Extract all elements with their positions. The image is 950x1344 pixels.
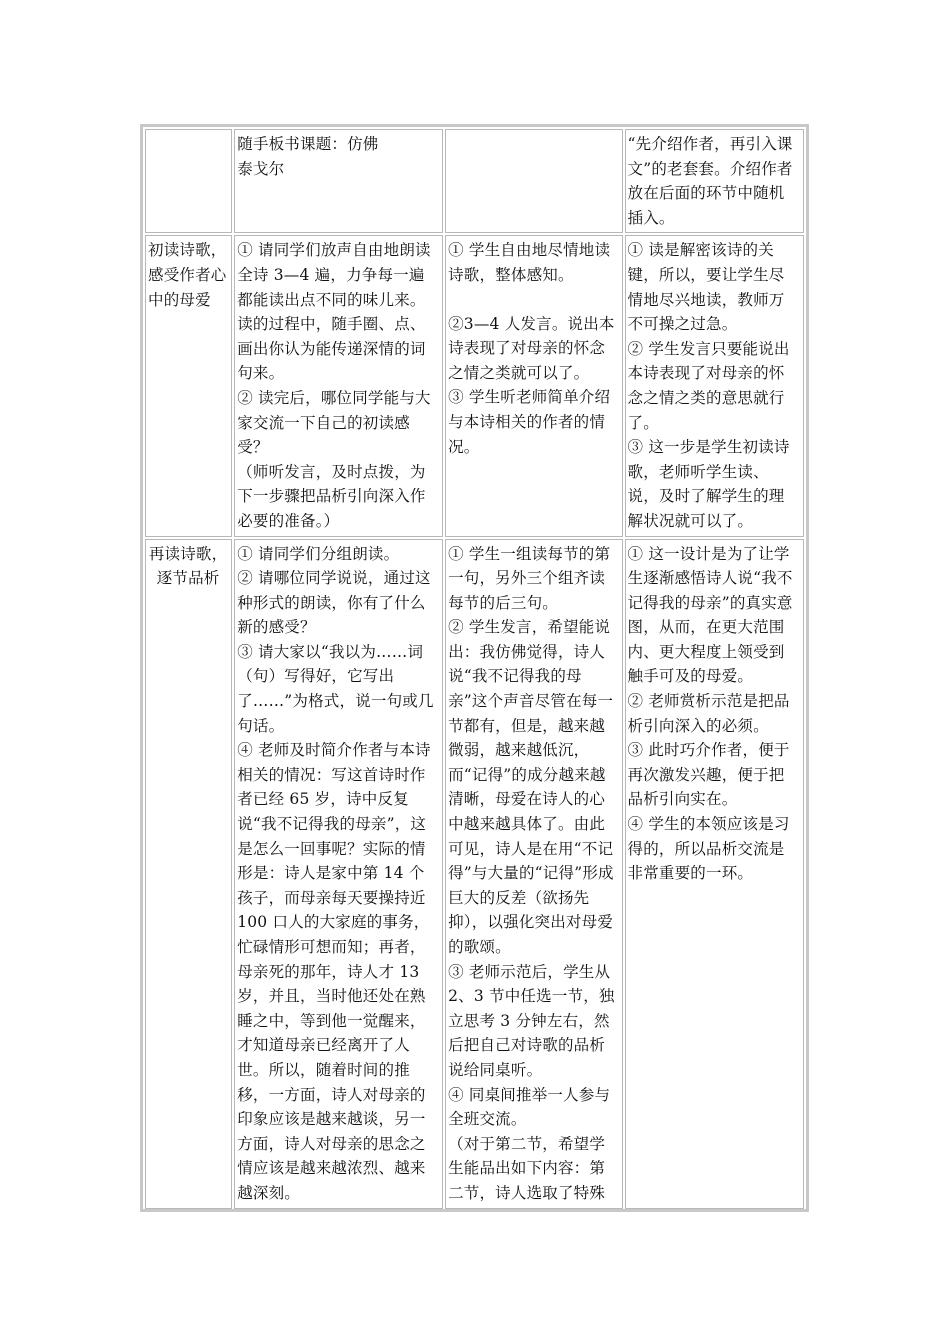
stage-label: 初读诗歌，感受作者心中的母爱 (148, 241, 227, 309)
note-cell (625, 235, 805, 536)
note-line: ② 学生发言只要能说出本诗表现了对母亲的怀念之情之类的意思就行了。 (627, 339, 790, 432)
note-line: ② 老师赏析示范是把品析引向深入的必须。 (627, 692, 790, 735)
teacher-line: 随手板书课题：仿佛 (237, 135, 379, 153)
teacher-line: （师听发言，及时点拨，为下一步骤把品析引向深入作必要的准备。） (237, 462, 426, 530)
table-row (145, 129, 804, 233)
student-line: ① 学生自由地尽情地读诗歌，整体感知。 (448, 241, 611, 284)
teacher-line: ③ 请大家以“我以为……词（句）写得好，它写出了……”为格式，说一句或几句话。 (237, 642, 434, 735)
teacher-line: 泰戈尔 (237, 159, 285, 178)
lesson-plan-table (140, 124, 809, 1212)
note-cell (625, 539, 805, 1209)
note-line: “先介绍作者，再引入课文”的老套套。介绍作者放在后面的环节中随机插入。 (627, 135, 793, 227)
teacher-line: ② 读完后，哪位同学能与大家交流一下自己的初读感受？ (237, 388, 431, 457)
student-line: ③ 学生听老师简单介绍与本诗相关的作者的情况。 (448, 388, 611, 456)
student-cell (445, 235, 622, 536)
note-line: ③ 这一步是学生初读诗歌，老师听学生读、说，及时了解学生的理解状况就可以了。 (627, 438, 790, 530)
stage-cell (145, 129, 232, 233)
note-cell (625, 129, 805, 233)
stage-cell (145, 235, 232, 536)
lesson-plan-grid (143, 127, 806, 1211)
stage-cell (145, 539, 232, 1209)
student-line: ②3—4 人发言。说出本诗表现了对母亲的怀念之情之类就可以了。 (448, 314, 615, 382)
teacher-line: ① 请同学们分组朗读。 (237, 544, 400, 563)
student-line: ① 学生一组读每节的第一句，另外三个组齐读每节的后三句。 (448, 544, 611, 612)
student-cell (445, 539, 622, 1209)
student-line: （对于第二节，希望学生能品出如下内容：第二节，诗人选取了特殊 (448, 1134, 606, 1202)
student-line: ② 学生发言，希望能说出：我仿佛觉得，诗人说“我不记得我的母亲”这个声音尽管在每一节都有，但是，越来越微弱，越来越低沉，而“记得”的成分越来越清晰，母爱在诗人的心中越来越具体了。由此可见，诗人是在用“不记得”与大量的“记得”形成巨大的反差（欲扬先抑），以强化突出对母爱的歌颂。 (448, 618, 614, 956)
student-line (448, 288, 618, 312)
table-row (145, 539, 804, 1209)
stage-label: 再读诗歌，逐节品析 (148, 544, 228, 588)
teacher-line: ④ 老师及时简介作者与本诗相关的情况：写这首诗时作者已经 65 岁，诗中反复说“我不记得我的母亲”，这是怎么一回事呢？实际的情形是：诗人是家中第 14 个孩子，而母亲每天要操持近 100 口人的大家庭的事务，忙碌情形可想而知；再者，母亲死的那年，诗人才 13 岁，并且，当时他还处在熟睡之中，等到他一觉醒来，才知道母亲已经离开了人世。所以，随着时间的推移，一方面，诗人对母亲的印象应该是越来越谈，另一方面，诗人对母亲的思念之情应该是越来越浓烈、越来越深刻。 (237, 741, 431, 1202)
note-line: ③ 此时巧介作者，便于再次激发兴趣，便于把品析引向实在。 (627, 741, 790, 809)
student-line: ③ 老师示范后，学生从 2、3 节中任选一节，独立思考 3 分钟左右，然后把自己对诗歌的品析说给同桌听。 (448, 962, 616, 1079)
teacher-cell (234, 129, 443, 233)
teacher-line: ② 请哪位同学说说，通过这种形式的朗读，你有了什么新的感受？ (237, 569, 431, 637)
table-row (145, 235, 804, 536)
note-line: ① 读是解密该诗的关键，所以，要让学生尽情地尽兴地读，教师万不可操之过急。 (627, 241, 785, 334)
student-line: ④ 同桌间推举一人参与全班交流。 (448, 1085, 611, 1129)
teacher-cell (234, 235, 443, 536)
student-cell (445, 129, 622, 233)
teacher-cell (234, 539, 443, 1209)
note-line: ① 这一设计是为了让学生逐渐感悟诗人说“我不记得我的母亲”的真实意图，从而，在更大范围内、更大程度上领受到触手可及的母爱。 (627, 544, 793, 686)
teacher-line: ① 请同学们放声自由地朗读全诗 3—4 遍，力争每一遍都能读出点不同的味儿来。读的过程中，随手圈、点、画出你认为能传递深情的词句来。 (237, 241, 431, 383)
note-line: ④ 学生的本领应该是习得的，所以品析交流是非常重要的一环。 (627, 815, 790, 883)
